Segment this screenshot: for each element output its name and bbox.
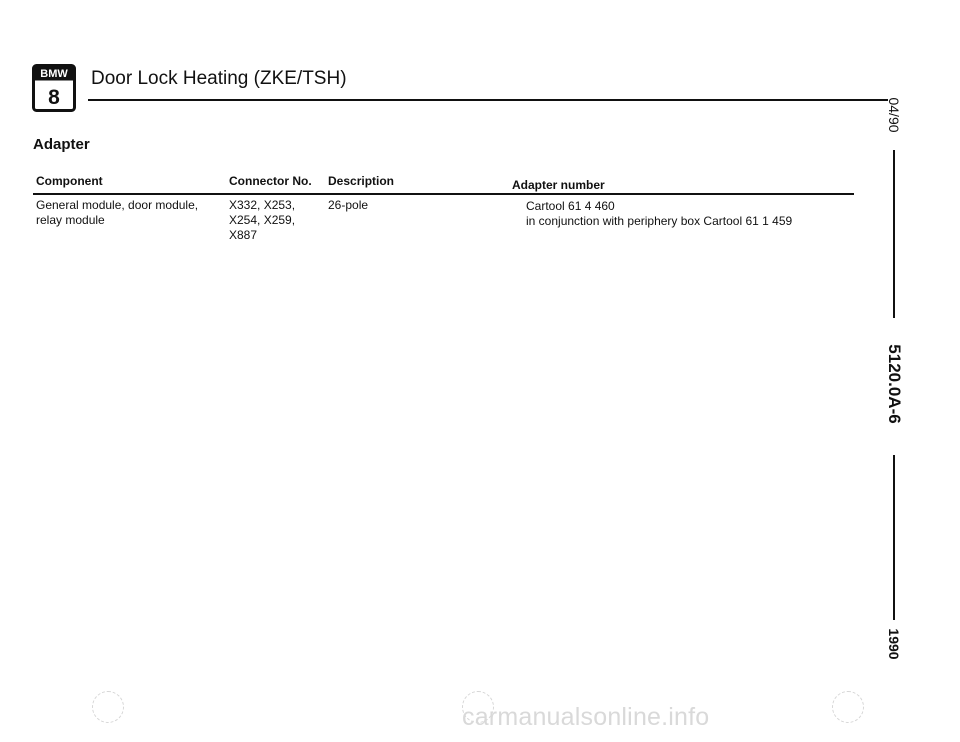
cell-line: X332, X253, (229, 198, 296, 212)
side-margin (874, 0, 914, 742)
side-year: 1990 (886, 628, 902, 660)
cell-line: X254, X259, (229, 213, 296, 227)
cell-connector (229, 198, 295, 243)
page-title: Door Lock Heating (ZKE/TSH) (91, 68, 347, 89)
column-header-component: Component (36, 174, 103, 188)
side-date: 04/90 (886, 97, 902, 133)
side-divider (893, 455, 895, 620)
punch-hole (92, 691, 124, 723)
column-header-adapter-number: Adapter number (512, 178, 605, 192)
cell-line: 26-pole (328, 198, 369, 212)
column-header-description: Description (328, 174, 395, 188)
watermark: carmanualsonline.info (462, 703, 710, 731)
logo-brand: BMW (40, 68, 68, 80)
column-header-connector: Connector No. (229, 174, 312, 188)
cell-line: Cartool 61 4 460 (526, 199, 615, 213)
cell-line: in conjunction with periphery box Cartool 61 1 459 (526, 214, 793, 228)
cell-line: X887 (229, 228, 258, 242)
cell-adapter-number (526, 199, 792, 229)
title-divider (88, 99, 888, 101)
side-divider (893, 150, 895, 318)
table-divider (33, 193, 854, 195)
cell-component (36, 198, 198, 228)
punch-hole (832, 691, 864, 723)
bmw-8-logo-icon (32, 64, 76, 112)
cell-description (328, 198, 368, 213)
side-doc-number: 5120.0A-6 (885, 344, 904, 424)
cell-line: relay module (36, 213, 105, 227)
section-title: Adapter (33, 136, 90, 153)
cell-line: General module, door module, (36, 198, 199, 212)
logo-series: 8 (48, 86, 60, 109)
